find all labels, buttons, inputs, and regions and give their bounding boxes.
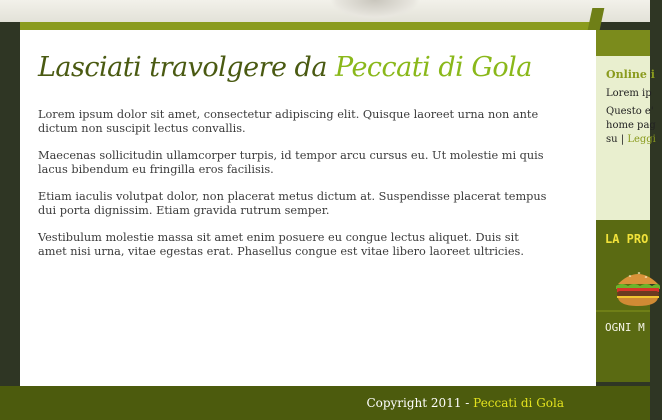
online-box bbox=[596, 56, 656, 220]
copyright-prefix: Copyright 2011 - bbox=[366, 396, 474, 410]
paragraph-4: Vestibulum molestie massa sit amet enim posuere eu congue lectus aliquet. Duis sit amet nisi urna, vitae egestas erat. Phasellus congue est vitae libero laoreet ultricies. bbox=[38, 231, 524, 258]
burger-image bbox=[614, 264, 662, 308]
online-line-3: home pag bbox=[606, 120, 656, 131]
headline-prefix: Lasciati travolgere da bbox=[38, 52, 335, 83]
body-text bbox=[38, 108, 548, 272]
page-headline bbox=[38, 52, 532, 83]
main-content bbox=[20, 30, 596, 386]
online-line-2: Questo e' bbox=[606, 106, 654, 117]
online-line-4 bbox=[606, 134, 656, 145]
online-title: Online i bbox=[606, 68, 655, 81]
sidebar-separator bbox=[596, 310, 650, 312]
right-sidebar bbox=[596, 30, 656, 382]
paragraph-3: Etiam iaculis volutpat dolor, non placerat metus dictum at. Suspendisse placerat tempus dui porta dignissim. Etiam gravida rutrum semper. bbox=[38, 190, 547, 217]
leggi-link[interactable]: Leggi bbox=[627, 134, 656, 145]
top-banner-strip bbox=[0, 0, 650, 22]
copyright-text bbox=[366, 396, 564, 410]
banner-decoration bbox=[330, 0, 420, 20]
online-line-4-text: su | bbox=[606, 134, 628, 145]
footer-brand-link[interactable]: Peccati di Gola bbox=[473, 396, 564, 410]
footer bbox=[0, 386, 650, 420]
sidebar-top-band bbox=[596, 30, 650, 56]
promo-title: LA PRO bbox=[605, 232, 649, 246]
paragraph-2: Maecenas sollicitudin ullamcorper turpis, id tempor arcu cursus eu. Ut molestie mi quis lacus bibendum eu fringilla eros facilisis. bbox=[38, 149, 544, 176]
ogni-text: OGNI M bbox=[605, 321, 645, 334]
headline-brand: Peccati di Gola bbox=[335, 52, 532, 83]
header-green-rule bbox=[20, 22, 596, 30]
left-border-column bbox=[0, 22, 20, 386]
promo-box[interactable] bbox=[596, 220, 650, 310]
paragraph-1: Lorem ipsum dolor sit amet, consectetur adipiscing elit. Quisque laoreet urna non ante dictum non suscipit lectus convallis. bbox=[38, 108, 539, 135]
online-line-1: Lorem ip bbox=[606, 88, 652, 99]
